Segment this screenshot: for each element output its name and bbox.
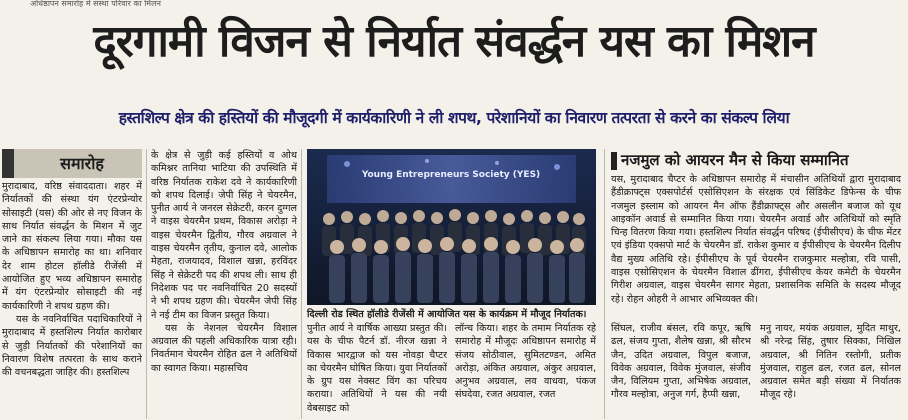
sidebar-body: यस, मुरादाबाद चैप्टर के अधिष्ठापन समारोह में मंचासीन अतिथियों द्वारा मुरादाबाद हैंडीक्राफ्ट्स एक्सपोर्टर्स एसोसिएशन के संरक्षक एवं सिंडिकेट डिफेन्स के चीफ नजमुल इस्लाम को आयरन मैन ऑफ हैंडीक्राफ्ट्स और असलीन बजाज को यूथ आइकॉन अवार्ड से सम्मानित किया गया। चेयरमैन अवार्ड और अतिथियों को स्मृति चिन्ह वितरण किया गया। हस्तशिल्प निर्यात संवर्द्धन परिषद (ईपीसीएच) के चीफ मेंटर एवं इंडिया एक्सपो मार्ट के चेयरमैन डॉ. राकेश कुमार व ईपीसीएच के चेयरमैन दिलीप वैद्य मुख्य अतिथि रहे। ईपीसीएच के पूर्व चेयरमैन राजकुमार मल्होत्रा, रवि पासी, वाइस एसोसिएशन के चेयरमैन विशाल ढींगरा, ईपीसीएच केयर कमेटी के चेयरमैन गिरीश अग्रवाल, वाइस चेयरमैन सागर मेहता, प्रशासनिक समिति के सदस्य मौजूद रहे। रोहन ओहरी ने आभार अभिव्यक्त की। [611,174,901,305]
event-photo [307,149,596,305]
column-3-bottom-left: पुनीत आर्य ने वार्षिक आख्या प्रस्तुत की। यस के चीफ पैटर्न डॉ. नीरज खन्ना ने विकास भारद्वाज को यस नोवड़ा चैप्टर का चेयरमैन घोषित किया। युवा निर्यातकों के ग्रुप यस नेक्सट विंग का परिचय कराया। अतिथियों ने यस की नयी वेबसाइट को [307,323,447,414]
column-1-para-1: मुरादाबाद, वरिष्ठ संवाददाता। शहर में निर्यातकों की संस्था यंग एंटरप्रेन्योर सोसाइटी (यस) की ओर से नए विजन के साथ निर्यात संवर्द्धन के मिशन में जुट जाने का संकल्प लिया गया। मौका यस के अधिष्ठापन समारोह का था। शनिवार देर शाम होटल हॉलीडे रीजेंसी में आयोजित हुए भव्य अधिष्ठापन समारोह में यंग एंटरप्रेन्योर सोसाइटी की नई कार्यकारिणी ने शपथ ग्रहण की। [2,181,142,312]
sidebar-heading-text: नजमुल को आयरन मैन से किया सम्मानित [621,151,849,169]
photo-caption-text: दिल्ली रोड स्थित हॉलीडे रीजेंसी में आयोजित यस के कार्यक्रम में मौजूद निर्यातक। [307,309,587,320]
sidebar-heading-marker [611,152,617,170]
headline: दूरगामी विजन से निर्यात संवर्द्धन यस का मिशन [93,16,815,67]
column-1-para-2: यस के नवनिर्वाचित पदाधिकारियों ने मुरादाबाद में हस्तशिल्प निर्यात कारोबार से जुड़ी निर्यातकों की परेशानियों का निवारण विशेष तत्परता के साथ कराने की वचनबद्धता जाहिर की। हस्तशिल्प [2,313,142,379]
divider-2 [301,149,302,419]
sidebar-heading [611,149,901,171]
top-strip: अधिष्ठापन समारोह में संस्था परिवार का मिलन [30,0,161,8]
subheadline: हस्तशिल्प क्षेत्र की हस्तियों की मौजूदगी में कार्यकारिणी ने ली शपथ, परेशानियों का निवारण तत्परता से करने का संकल्प लिया [118,109,790,127]
sidebar-story [611,149,901,306]
photo-banner-text: Young Entrepreneurs Society (YES) [361,170,541,180]
bottom-column-1: सिंघल, राजीव बंसल, रवि कपूर, ऋषि ढल, संजय गुप्ता, शैलेष खन्ना, श्री सौरभ जैन, उदित अग्रवाल, विपुल बजाज, विवेक अग्रवाल, विवेक मुंजवाल, संजीव जैन, विलियम गुप्ता, अभिषेक अग्रवाल, गौरव मल्होत्रा, अनुज गर्ग, हैप्पी खन्ना, [611,323,751,401]
divider-3 [604,149,605,419]
column-1 [2,180,142,418]
photo-caption [307,308,596,321]
section-tag-label: समारोह [60,154,104,173]
section-tag-bar [2,149,14,178]
column-3-bottom-right: लॉन्च किया। शहर के तमाम निर्यातक रहे समारोह में मौजूदः अधिष्ठापन समारोह में संजय सोठीवाल, सुमितटण्डन, अमित अरोड़ा, अंकित अग्रवाल, अंकुर अग्रवाल, अनुभव अग्रवाल, लव वाधवा, पंकज संघदेवा, रजत अग्रवाल, रजत [455,323,596,401]
bottom-column-2: मनु नायर, मयंक अग्रवाल, मुदित माथुर, श्री नरेन्द्र सिंह, तुषार सिक्का, निखिल अग्रवाल, श्री नितिन रस्तोगी, प्रतीक मुंजवाल, राहुल ढल, रजत ढल, सोनल अग्रवाल समेत बड़ी संख्या में निर्यातक मौजूद रहे। [760,323,901,401]
column-2-para-2: यस के नेशनल चेयरमैन विशाल अग्रवाल की पहली अधिकारिक यात्रा रही। निवर्तमान चेयरमैन रोहित ढल ने अतिथियों का स्वागत किया। महासचिव [151,322,297,374]
column-2-para-1: के क्षेत्र से जुड़ी कई हस्तियों व ओथ कमिश्नर तानिया भाटिया की उपस्थिति में वरिष्ठ निर्यातक राकेश दवे ने कार्यकारिणी को शपथ दिलाई। जेपी सिंह ने चेयरमैन, पुनीत आर्य ने जनरल सेक्रेटरी, करन दुग्गल ने वाइस चेयरमैन प्रथम, विकास अरोड़ा ने वाइस चेयरमैन द्वितीय, गौरव अग्रवाल ने वाइस चेयरमैन तृतीय, कुनाल दवे, आलोक मेहता, राजयादव, विशाल खन्ना, हरविंदर सिंह ने सेक्रेटरी पद की शपथ ली। साथ ही निदेशक पद पर नवनिर्वाचित 20 सदस्यों ने भी शपथ ग्रहण की। चेयरमैन जेपी सिंह ने नई टीम का विजन प्रस्तुत किया। [151,150,297,321]
section-tag [2,149,142,178]
column-2 [151,149,297,419]
event-photo-illustration [307,149,596,305]
divider-1 [146,149,147,419]
